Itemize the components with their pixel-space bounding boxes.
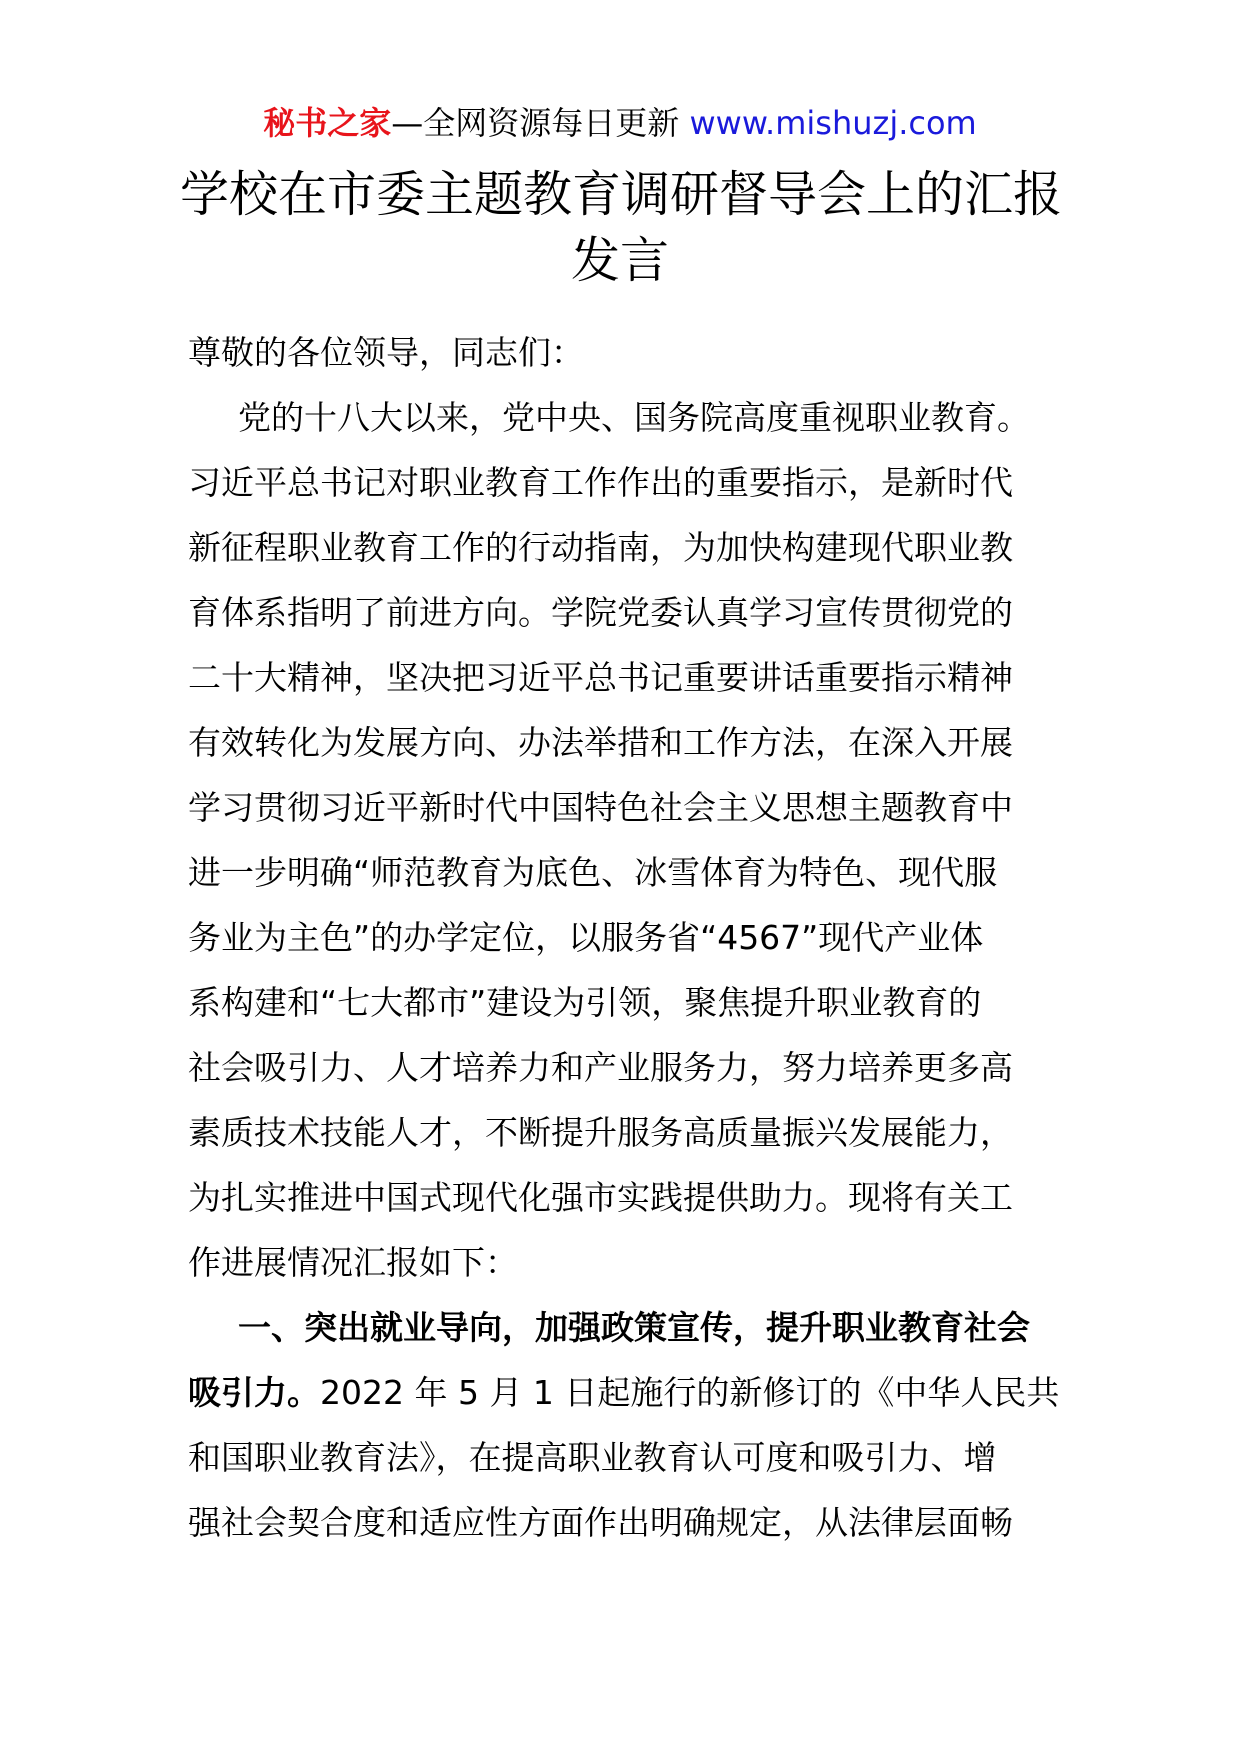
paragraph-line: 新征程职业教育工作的行动指南，为加快构建现代职业教 [188,528,1013,567]
paragraph-line: 系构建和“七大都市”建设为引领，聚焦提升职业教育的 [188,983,982,1022]
paragraph-line: 二十大精神，坚决把习近平总书记重要讲话重要指示精神 [188,658,1013,697]
title-line-2: 发言 [570,232,669,289]
paragraph-line: 和国职业教育法》，在提高职业教育认可度和吸引力、增 [188,1438,997,1477]
paragraph-line: 务业为主色”的办学定位，以服务省“4567”现代产业体 [188,918,984,957]
section-text: 2022 年 5 月 1 日起施行的新修订的《中华人民共 [320,1373,1060,1412]
paragraph-line: 社会吸引力、人才培养力和产业服务力，努力培养更多高 [188,1048,1013,1087]
salutation: 尊敬的各位领导，同志们： [188,333,584,372]
paragraph-line: 作进展情况汇报如下： [188,1243,518,1282]
paragraph-line: 学习贯彻习近平新时代中国特色社会主义思想主题教育中 [188,788,1013,827]
paragraph-line: 为扎实推进中国式现代化强市实践提供助力。现将有关工 [188,1178,1013,1217]
paragraph-line: 党的十八大以来，党中央、国务院高度重视职业教育。 [238,398,1030,437]
section-heading: 一、突出就业导向，加强政策宣传，提升职业教育社会 [238,1308,1030,1347]
document-title [180,162,1063,294]
site-header [0,100,1240,146]
paragraph-line: 习近平总书记对职业教育工作作出的重要指示，是新时代 [188,463,1013,502]
paragraph-line: 进一步明确“师范教育为底色、冰雪体育为特色、现代服 [188,853,998,892]
brand-name: 秘书之家 [263,104,392,142]
paragraph-line: 素质技术技能人才，不断提升服务高质量振兴发展能力， [188,1113,1013,1152]
section-heading-end: 吸引力。 [188,1373,320,1412]
paragraph-line: 有效转化为发展方向、办法举措和工作方法，在深入开展 [188,723,1013,762]
paragraph-line: 强社会契合度和适应性方面作出明确规定，从法律层面畅 [188,1503,1013,1542]
paragraph-line: 育体系指明了前进方向。学院党委认真学习宣传贯彻党的 [188,593,1013,632]
site-link[interactable]: www.mishuzj.com [689,104,977,142]
header-tagline: —全网资源每日更新 [391,104,690,142]
paragraph-line [188,1360,1068,1425]
title-line-1: 学校在市委主题教育调研督导会上的汇报 [180,166,1063,223]
document-body [188,320,1068,1555]
